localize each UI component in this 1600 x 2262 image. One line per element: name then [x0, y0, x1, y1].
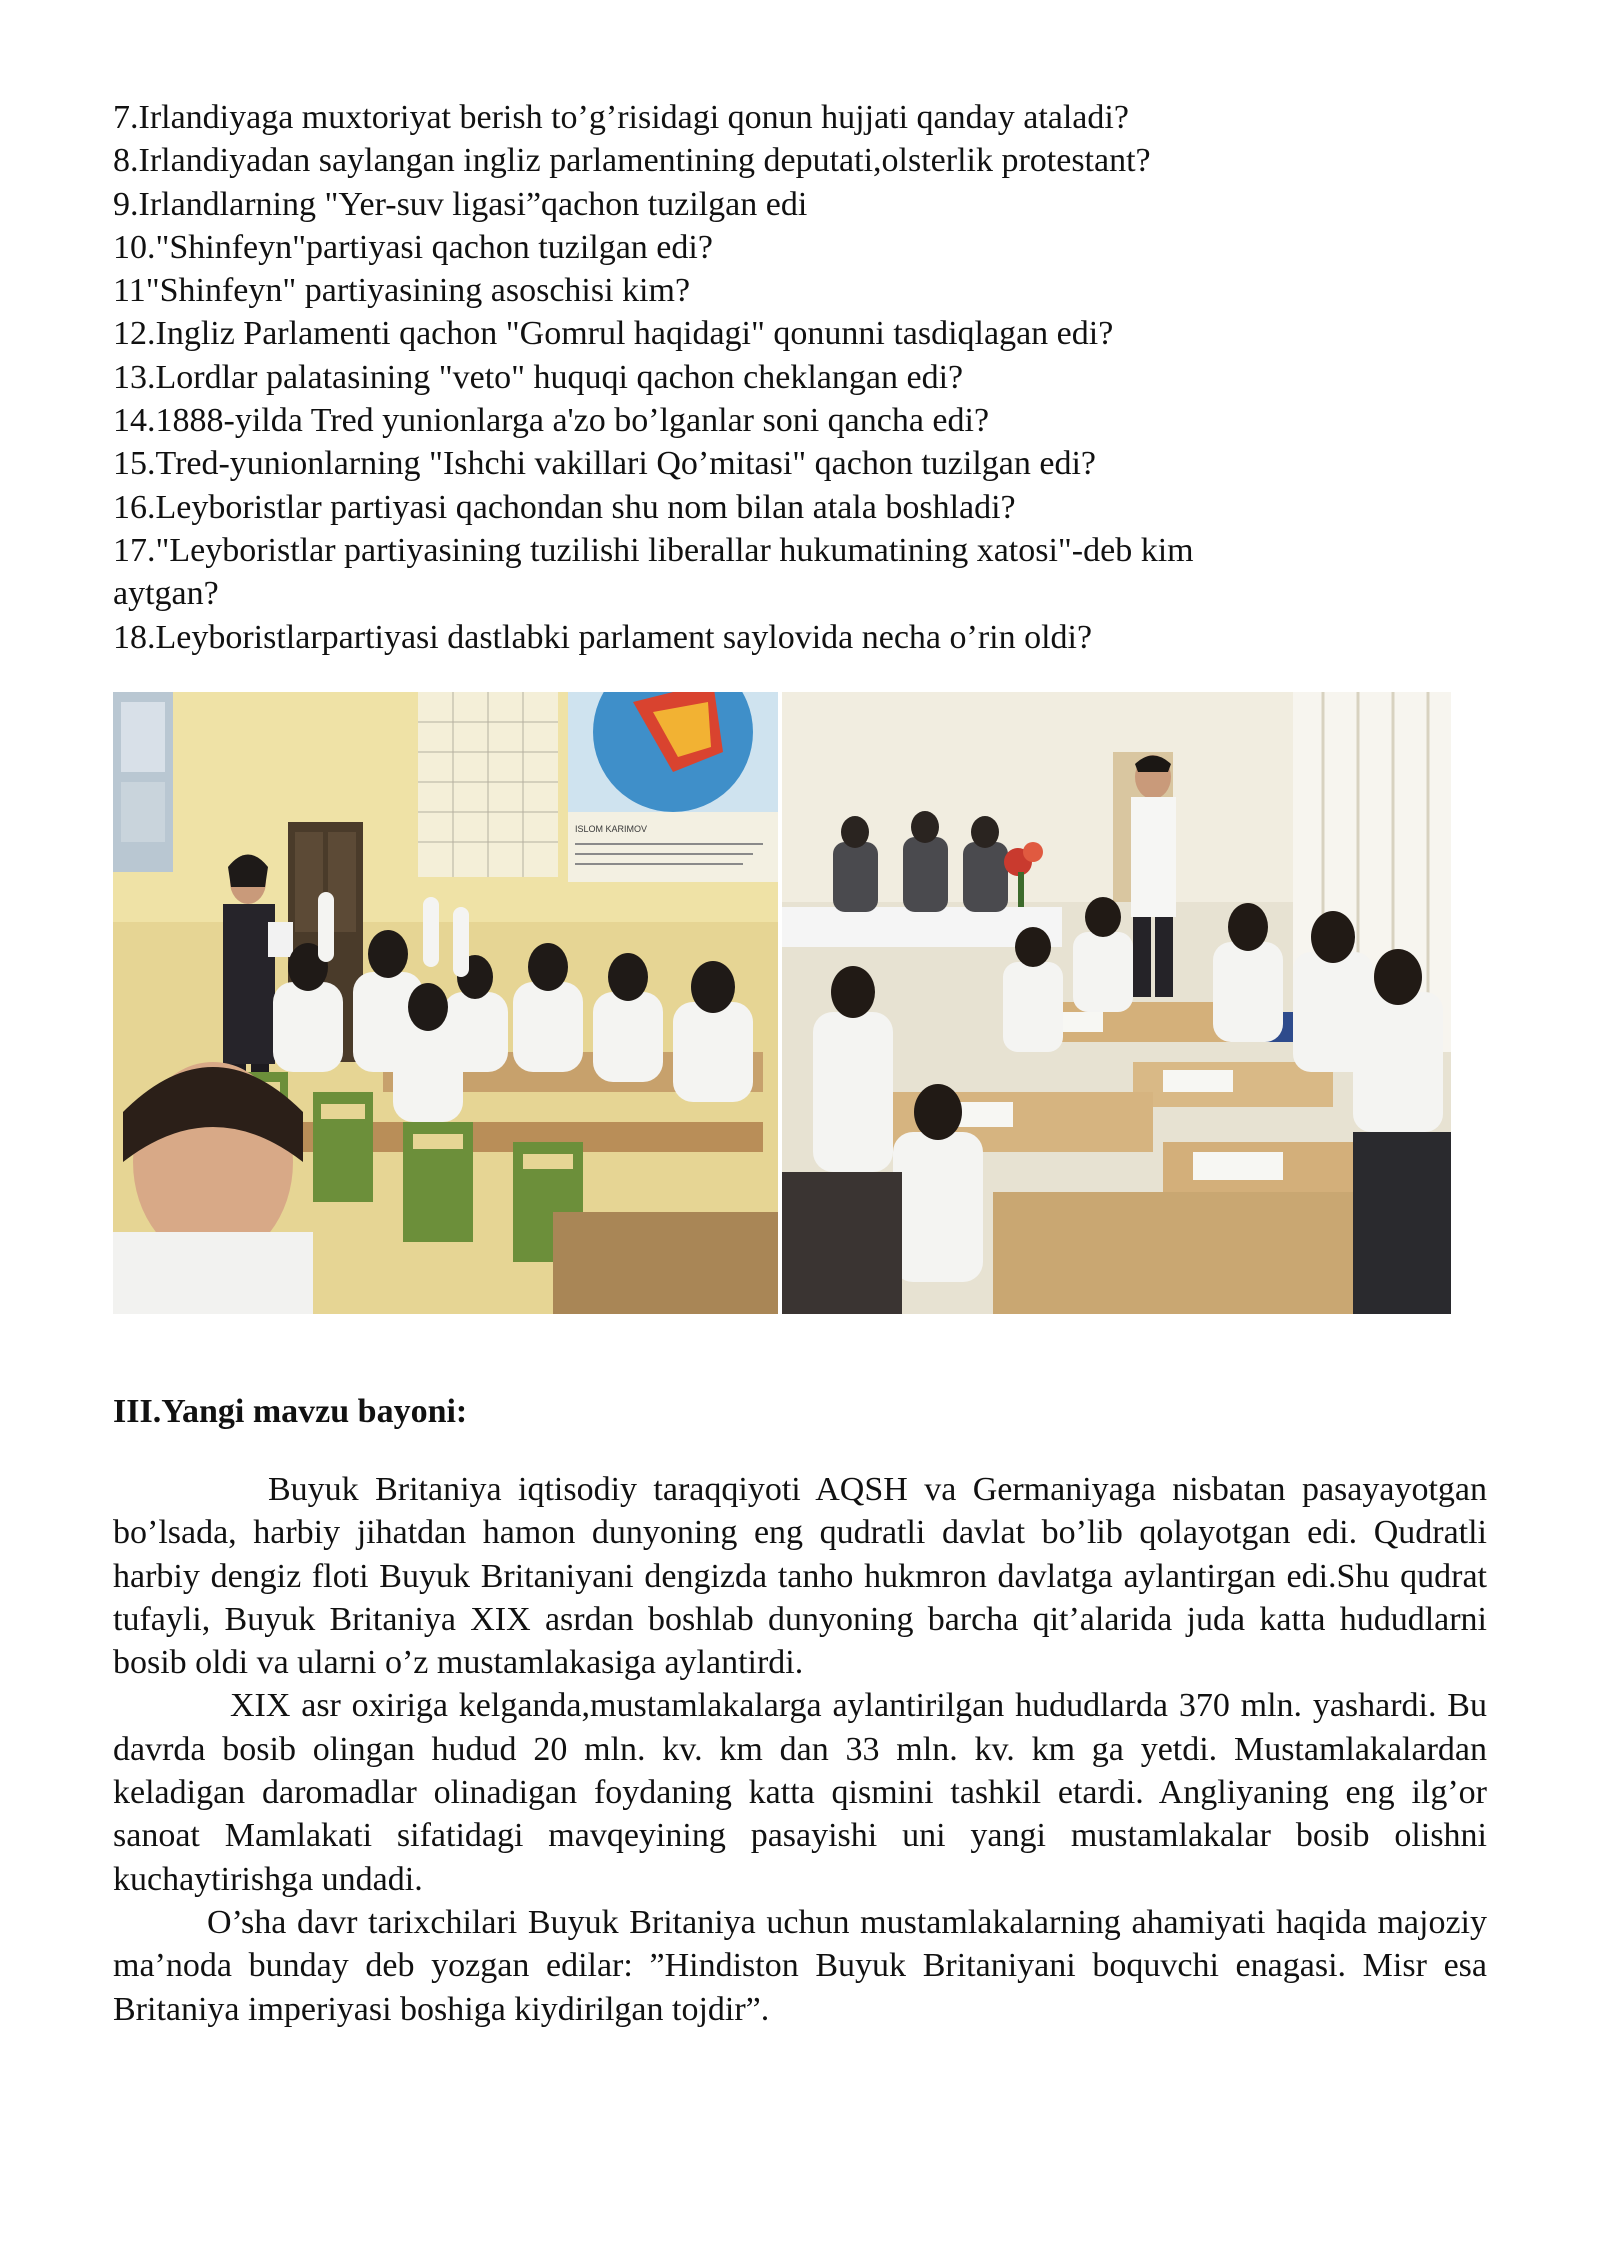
question-line: 18.Leyboristlarpartiyasi dastlabki parlament saylovida necha o’rin oldi? — [113, 618, 1093, 656]
question-line: 10."Shinfeyn"partiyasi qachon tuzilgan edi? — [113, 228, 713, 266]
paragraph: Buyuk Britaniya iqtisodiy taraqqiyoti AQSH va Germaniyaga nisbatan pasayayotgan bo’lsada, harbiy jihatdan hamon dunyoning eng qudratli davlat bo’lib qolayotgan edi. Qudratli harbiy dengiz floti Buyuk Britaniyani dengizda tanho hukmron davlatga aylantirgan edi.Shu qudrat tufayli, Buyuk Britaniya XIX asrdan boshlab dunyoning barcha qit’alarida juda katta hududlarni bosib oldi va ularni o’z mustamlakasiga aylantirdi. — [113, 1471, 1487, 1682]
poster-text: ISLOM KARIMOV — [575, 824, 648, 834]
question-line: 15.Tred-yunionlarning "Ishchi vakillari Qo’mitasi" qachon tuzilgan edi? — [113, 445, 1097, 483]
question-line: 9.Irlandlarning "Yer-suv ligasi”qachon tuzilgan edi — [113, 185, 808, 223]
body-text — [113, 1468, 1487, 2031]
question-line: 12.Ingliz Parlamenti qachon "Gomrul haqidagi" qonunni tasdiqlagan edi? — [113, 315, 1114, 353]
question-line: 13.Lordlar palatasining "veto" huquqi qachon cheklangan edi? — [113, 358, 964, 396]
section-heading: III.Yangi mavzu bayoni: — [113, 1393, 468, 1430]
question-line: 17."Leyboristlar partiyasining tuzilishi liberallar hukumatining xatosi"-deb kim — [113, 531, 1194, 569]
classroom-photo-left — [113, 692, 778, 1314]
question-list — [113, 96, 1493, 659]
question-line: 7.Irlandiyaga muxtoriyat berish to’g’risidagi qonun hujjati qanday ataladi? — [113, 99, 1129, 136]
question-line: 16.Leyboristlar partiyasi qachondan shu nom bilan atala boshladi? — [113, 488, 1016, 526]
classroom-photo — [113, 692, 1451, 1314]
paragraph: O’sha davr tarixchilari Buyuk Britaniya uchun mustamlakalarning ahamiyati haqida majoziy ma’noda bunday deb yozgan edilar: ”Hindiston Buyuk Britaniyani boquvchi enagasi. Misr esa Britaniya imperiyasi boshiga kiydirilgan tojdir”. — [113, 1903, 1487, 2028]
question-line: 8.Irlandiyadan saylangan ingliz parlamentining deputati,olsterlik protestant? — [113, 142, 1151, 180]
question-line: 11"Shinfeyn" partiyasining asoschisi kim? — [113, 272, 691, 310]
question-line: aytgan? — [113, 575, 219, 613]
classroom-photo-right — [782, 692, 1451, 1314]
paragraph: XIX asr oxiriga kelganda,mustamlakalarga aylantirilgan hududlarda 370 mln. yashardi. Bu davrda bosib olingan hudud 20 mln. kv. km dan 33 mln. kv. km ga yetdi. Mustamlakalardan keladigan daromadlar olinadigan foydaning katta qismini tashkil etardi. Angliyaning eng ilg’or sanoat Mamlakati sifatidagi mavqeyining pasayishi uni yangi mustamlakalar bosib olishni kuchaytirishga undadi. — [113, 1687, 1487, 1898]
question-line: 14.1888-yilda Tred yunionlarga a'zo bo’lganlar soni qancha edi? — [113, 402, 990, 440]
